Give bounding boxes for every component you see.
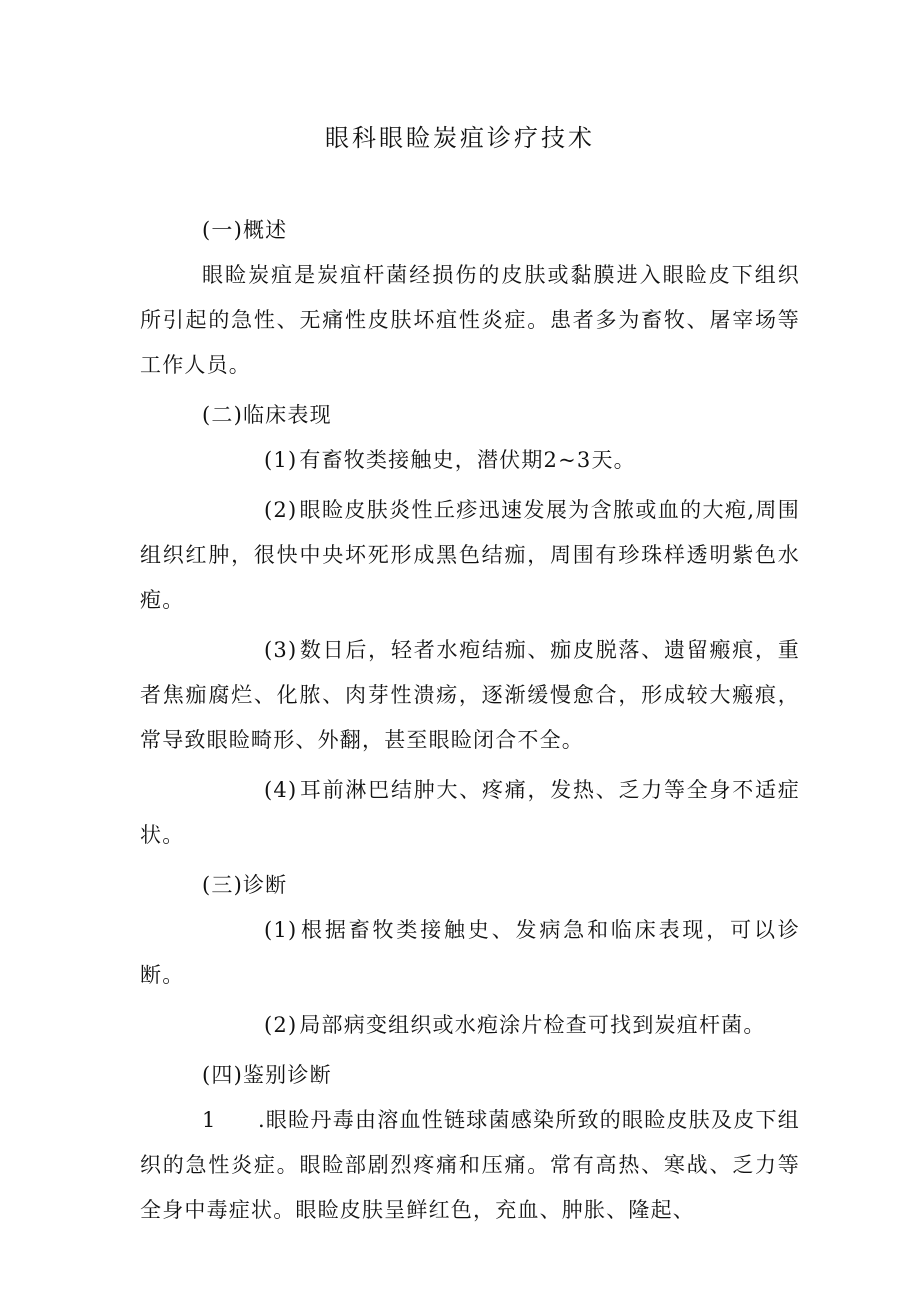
paragraph-overview: 眼睑炭疽是炭疽杆菌经损伤的皮肤或黏膜进入眼睑皮下组织所引起的急性、无痛性皮肤坏疽性炎症。患者多为畜牧、屠宰场等工作人员。: [140, 263, 800, 377]
section-heading-diagnosis: (三)诊断: [202, 873, 288, 897]
list-item-number: (4): [264, 778, 298, 802]
list-item-text: 眼睑皮肤炎性丘疹迅速发展为含脓或血的大疱,周围组织红肿，很快中央坏死形成黑色结痂，周围有珍珠样透明紫色水疱。: [140, 498, 800, 612]
list-item-number: (2): [264, 498, 298, 522]
list-item-text: 局部病变组织或水疱涂片检查可找到炭疽杆菌。: [299, 1013, 766, 1037]
list-item-text: 根据畜牧类接触史、发病急和临床表现，可以诊断。: [140, 918, 800, 987]
list-item: [140, 908, 800, 998]
document-title: 眼科眼睑炭疽诊疗技术: [325, 124, 595, 152]
list-item: [140, 1098, 800, 1233]
document-body: [140, 208, 800, 1238]
section-heading-clinical: (二)临床表现: [202, 403, 332, 427]
list-item-number: (2): [264, 1013, 298, 1037]
list-item-number: (1): [264, 918, 298, 942]
list-item-text: 数日后，轻者水疱结痂、痂皮脱落、遗留瘢痕，重者焦痂腐烂、化脓、肉芽性溃疡，逐渐缓慢愈合，形成较大瘢痕，常导致眼睑畸形、外翻，甚至眼睑闭合不全。: [140, 638, 800, 752]
section-heading-differential: (四)鉴别诊断: [202, 1063, 332, 1087]
list-item-number: 1: [202, 1108, 217, 1132]
section-heading-overview: (一)概述: [202, 218, 288, 242]
list-item: [140, 438, 800, 483]
list-item-number: (1): [264, 448, 298, 472]
list-item-text: 有畜牧类接触史，潜伏期2~3天。: [299, 448, 636, 472]
list-item: [140, 628, 800, 763]
list-item: [140, 768, 800, 858]
list-item: [140, 1003, 800, 1048]
list-item: [140, 488, 800, 623]
list-item-text: .眼睑丹毒由溶血性链球菌感染所致的眼睑皮肤及皮下组织的急性炎症。眼睑部剧烈疼痛和压痛。常有高热、寒战、乏力等全身中毒症状。眼睑皮肤呈鲜红色，充血、肿胀、隆起、: [140, 1108, 800, 1222]
list-item-text: 耳前淋巴结肿大、疼痛，发热、乏力等全身不适症状。: [140, 778, 800, 847]
list-item-number: (3): [264, 638, 298, 662]
